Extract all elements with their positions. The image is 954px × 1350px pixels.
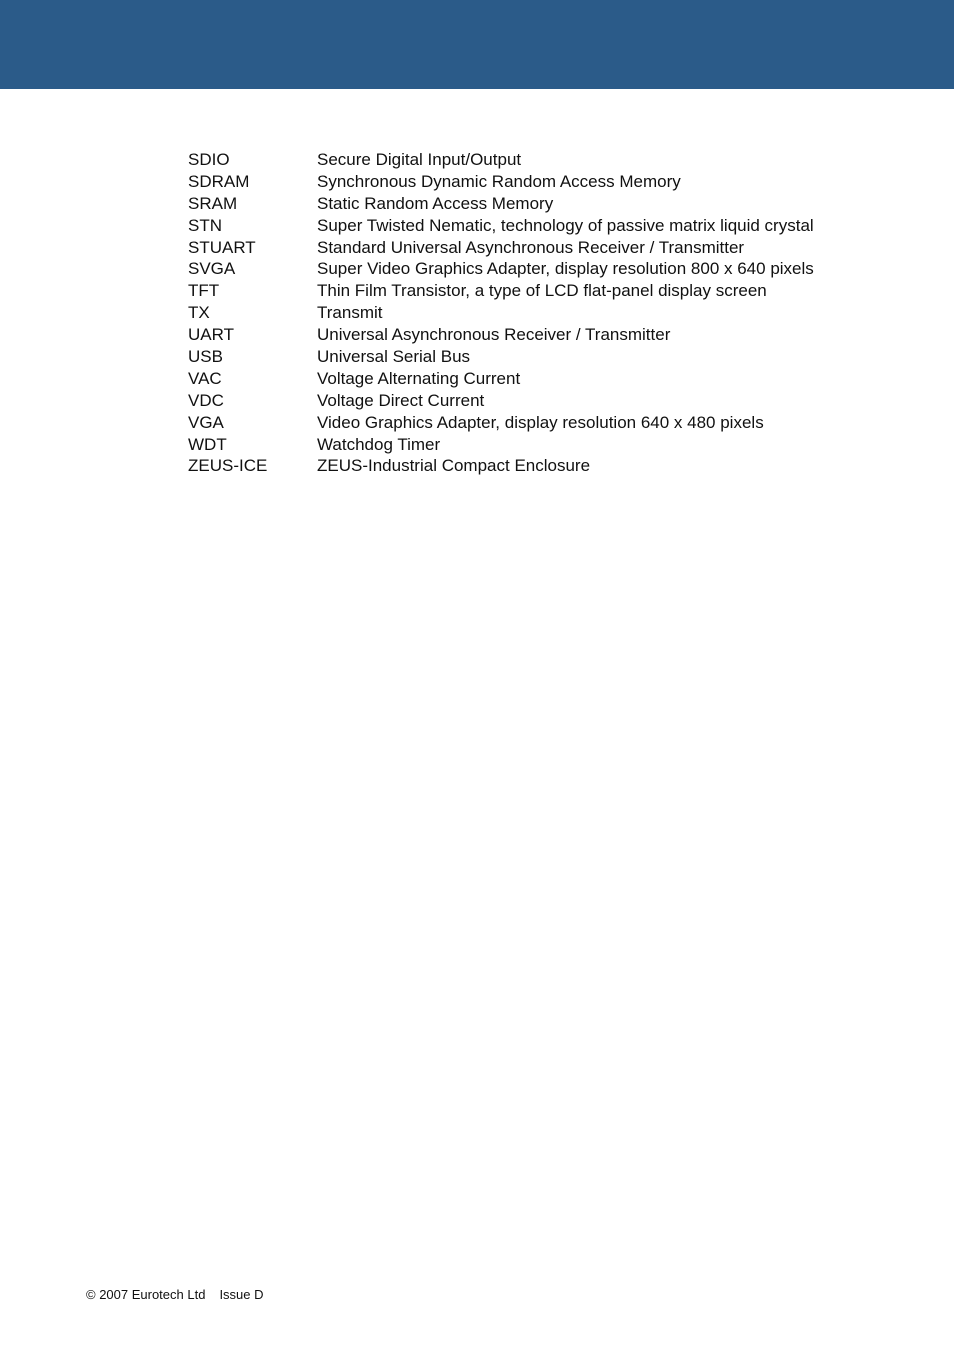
abbreviation-term: SRAM [188, 193, 238, 213]
abbreviation-row [188, 390, 888, 412]
abbreviation-definition: Voltage Alternating Current [317, 368, 521, 388]
abbreviation-definition: Secure Digital Input/Output [317, 150, 522, 169]
abbreviation-definition: Watchdog Timer [317, 434, 441, 454]
abbreviation-term: VDC [188, 390, 224, 410]
abbreviation-row [188, 302, 888, 324]
header-band [0, 0, 954, 89]
abbreviation-row [188, 171, 888, 193]
abbreviation-row [188, 324, 888, 346]
abbreviation-definition: Standard Universal Asynchronous Receiver / Transmitter [317, 237, 745, 257]
abbreviation-term: TFT [188, 281, 220, 301]
page-footer [86, 1286, 264, 1304]
abbreviation-term: VAC [188, 368, 222, 388]
abbreviation-term: TX [188, 303, 210, 323]
abbreviation-list [188, 149, 888, 477]
abbreviation-row [188, 149, 888, 171]
abbreviation-term: STN [188, 215, 222, 235]
abbreviation-row [188, 280, 888, 302]
abbreviation-term: STUART [188, 237, 256, 257]
abbreviation-row [188, 368, 888, 390]
abbreviation-term: UART [188, 325, 234, 345]
abbreviation-row [188, 215, 888, 237]
abbreviation-term: SDRAM [188, 171, 250, 191]
abbreviation-definition: Universal Serial Bus [317, 347, 471, 367]
abbreviation-definition: Super Twisted Nematic, technology of passive matrix liquid crystal [317, 215, 814, 235]
abbreviation-term: VGA [188, 412, 224, 432]
abbreviation-term: WDT [188, 434, 227, 454]
issue-label: Issue D [219, 1287, 264, 1302]
abbreviation-term: SVGA [188, 259, 236, 279]
abbreviation-definition: Voltage Direct Current [317, 390, 485, 410]
abbreviation-row [188, 258, 888, 280]
abbreviation-definition: Video Graphics Adapter, display resolution 640 x 480 pixels [317, 412, 764, 432]
abbreviation-term: USB [188, 347, 223, 367]
copyright-text: © 2007 Eurotech Ltd [86, 1287, 206, 1302]
abbreviation-definition: Universal Asynchronous Receiver / Transmitter [317, 325, 671, 345]
abbreviation-definition: Static Random Access Memory [317, 193, 554, 213]
abbreviation-row [188, 412, 888, 434]
abbreviation-term: SDIO [188, 150, 230, 169]
abbreviation-definition: ZEUS-Industrial Compact Enclosure [317, 456, 591, 476]
abbreviation-row [188, 193, 888, 215]
abbreviation-term: ZEUS-ICE [188, 456, 268, 476]
abbreviation-row [188, 237, 888, 259]
abbreviation-definition: Thin Film Transistor, a type of LCD flat-panel display screen [317, 281, 767, 301]
abbreviation-row [188, 346, 888, 368]
abbreviation-row [188, 455, 888, 477]
abbreviation-definition: Transmit [317, 303, 383, 323]
abbreviation-definition: Super Video Graphics Adapter, display resolution 800 x 640 pixels [317, 259, 814, 279]
abbreviation-row [188, 434, 888, 456]
abbreviation-definition: Synchronous Dynamic Random Access Memory [317, 171, 681, 191]
